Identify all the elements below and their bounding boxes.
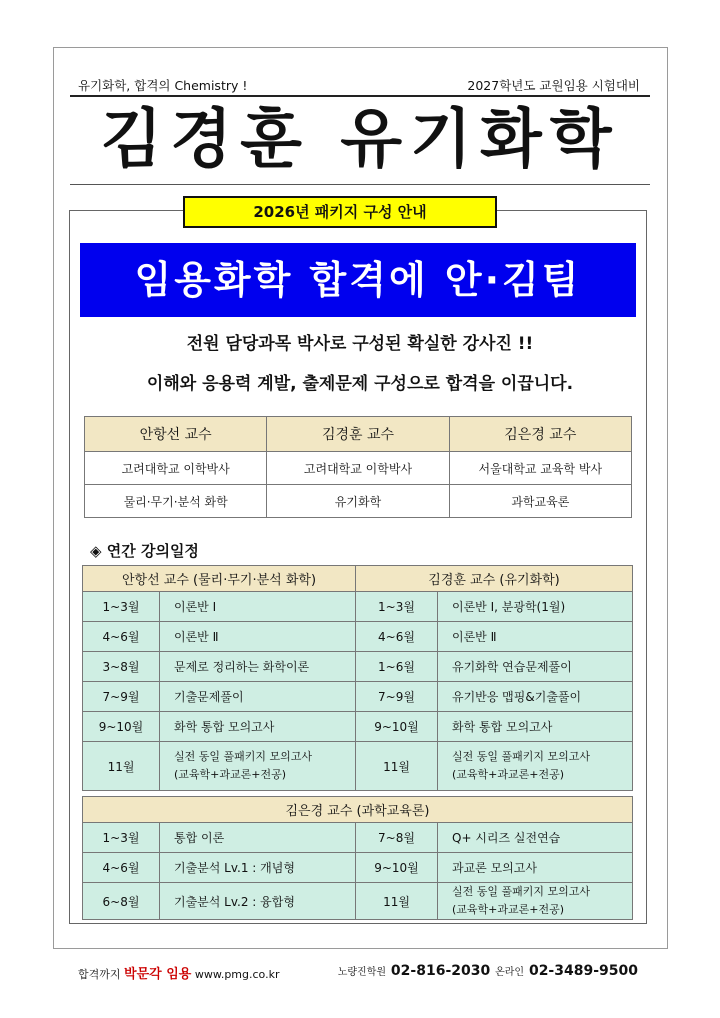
table-row — [83, 853, 633, 883]
footer-prefix: 합격까지 — [78, 968, 121, 981]
footer-site-link[interactable]: www.pmg.co.kr — [194, 968, 280, 981]
contact-label: 노량진학원 — [337, 967, 387, 978]
schedule-header: 김은경 교수 (과학교육론) — [83, 797, 633, 823]
tagline-right: 2027학년도 교원임용 시험대비 — [467, 78, 640, 93]
month-cell: 4~6월 — [356, 622, 438, 652]
table-row — [83, 652, 633, 682]
schedule-header: 김경훈 교수 (유기화학) — [356, 566, 633, 592]
contact-label: 온라인 — [495, 967, 525, 978]
professor-subject: 물리·무기·분석 화학 — [85, 485, 267, 518]
professor-name-row — [85, 417, 632, 452]
table-row — [83, 682, 633, 712]
course-cell: 이론반 Ⅰ — [160, 592, 356, 622]
footer-contacts — [338, 963, 638, 979]
footer-brand — [78, 963, 279, 982]
professor-degree: 고려대학교 이학박사 — [267, 452, 449, 485]
table-row — [83, 592, 633, 622]
course-note: (교육학+과교론+전공) — [452, 768, 565, 781]
course-cell: 기출문제풀이 — [160, 682, 356, 712]
table-row — [83, 712, 633, 742]
course-note: (교육학+과교론+전공) — [174, 768, 287, 781]
professor-subject: 유기화학 — [267, 485, 449, 518]
month-cell: 4~6월 — [83, 622, 160, 652]
month-cell: 11월 — [83, 742, 160, 791]
contact-phone: 02-816-2030 — [390, 963, 491, 979]
course-cell — [160, 742, 356, 791]
table-row — [83, 883, 633, 920]
professor-table — [84, 416, 632, 518]
month-cell: 1~6월 — [356, 652, 438, 682]
course-line: 실전 동일 풀패키지 모의고사 — [174, 750, 313, 763]
course-cell: 이론반 Ⅱ — [438, 622, 633, 652]
course-cell: Q+ 시리즈 실전연습 — [438, 823, 633, 853]
course-line: 실전 동일 풀패키지 모의고사 — [452, 750, 591, 763]
month-cell: 7~9월 — [356, 682, 438, 712]
month-cell: 4~6월 — [83, 853, 160, 883]
schedule-header-row — [83, 566, 633, 592]
course-cell: 기출분석 Lv.2 : 융합형 — [160, 883, 356, 920]
month-cell: 11월 — [356, 742, 438, 791]
professor-subject-row — [85, 485, 632, 518]
month-cell: 6~8월 — [83, 883, 160, 920]
course-cell: 과교론 모의고사 — [438, 853, 633, 883]
subtitle-2: 이해와 응용력 계발, 출제문제 구성으로 합격을 이끕니다. — [146, 374, 574, 394]
course-cell: 이론반 Ⅰ, 분광학(1월) — [438, 592, 633, 622]
page-title: 김경훈 유기화학 — [100, 103, 620, 177]
professor-degree-row — [85, 452, 632, 485]
course-cell: 화학 통합 모의고사 — [160, 712, 356, 742]
course-cell: 이론반 Ⅱ — [160, 622, 356, 652]
month-cell: 7~8월 — [356, 823, 438, 853]
month-cell: 1~3월 — [356, 592, 438, 622]
month-cell: 7~9월 — [83, 682, 160, 712]
table-row — [83, 742, 633, 791]
contact-phone: 02-3489-9500 — [528, 963, 638, 979]
professor-degree: 서울대학교 교육학 박사 — [449, 452, 631, 485]
banner: 임용화학 합격에 안·김팀 — [80, 243, 636, 317]
subtitle-1: 전원 담당과목 박사로 구성된 확실한 강사진 !! — [186, 334, 534, 354]
course-cell: 문제로 정리하는 화학이론 — [160, 652, 356, 682]
professor-subject: 과학교육론 — [449, 485, 631, 518]
package-label: 2026년 패키지 구성 안내 — [183, 196, 497, 228]
course-cell: 유기화학 연습문제풀이 — [438, 652, 633, 682]
month-cell: 3~8월 — [83, 652, 160, 682]
schedule-title: ◈ 연간 강의일정 — [90, 542, 199, 560]
schedule-header-row — [83, 797, 633, 823]
course-line: 실전 동일 풀패키지 모의고사 — [452, 885, 591, 898]
table-row — [83, 622, 633, 652]
table-row — [83, 823, 633, 853]
professor-name: 안항선 교수 — [85, 417, 267, 452]
schedule-table-1 — [82, 565, 633, 791]
course-cell — [438, 742, 633, 791]
course-cell: 통합 이론 — [160, 823, 356, 853]
course-note: (교육학+과교론+전공) — [452, 903, 565, 916]
professor-name: 김경훈 교수 — [267, 417, 449, 452]
tagline-left: 유기화학, 합격의 Chemistry ! — [78, 78, 248, 93]
course-cell: 유기반응 맵핑&기출풀이 — [438, 682, 633, 712]
schedule-header: 안항선 교수 (물리·무기·분석 화학) — [83, 566, 356, 592]
professor-degree: 고려대학교 이학박사 — [85, 452, 267, 485]
brand-logo: 박문각 임용 — [124, 967, 192, 982]
course-cell: 화학 통합 모의고사 — [438, 712, 633, 742]
month-cell: 11월 — [356, 883, 438, 920]
title-rule — [70, 184, 650, 185]
course-cell: 기출분석 Lv.1 : 개념형 — [160, 853, 356, 883]
course-cell — [438, 883, 633, 920]
schedule-table-2 — [82, 796, 633, 920]
month-cell: 9~10월 — [83, 712, 160, 742]
month-cell: 9~10월 — [356, 712, 438, 742]
month-cell: 1~3월 — [83, 823, 160, 853]
month-cell: 1~3월 — [83, 592, 160, 622]
month-cell: 9~10월 — [356, 853, 438, 883]
professor-name: 김은경 교수 — [449, 417, 631, 452]
